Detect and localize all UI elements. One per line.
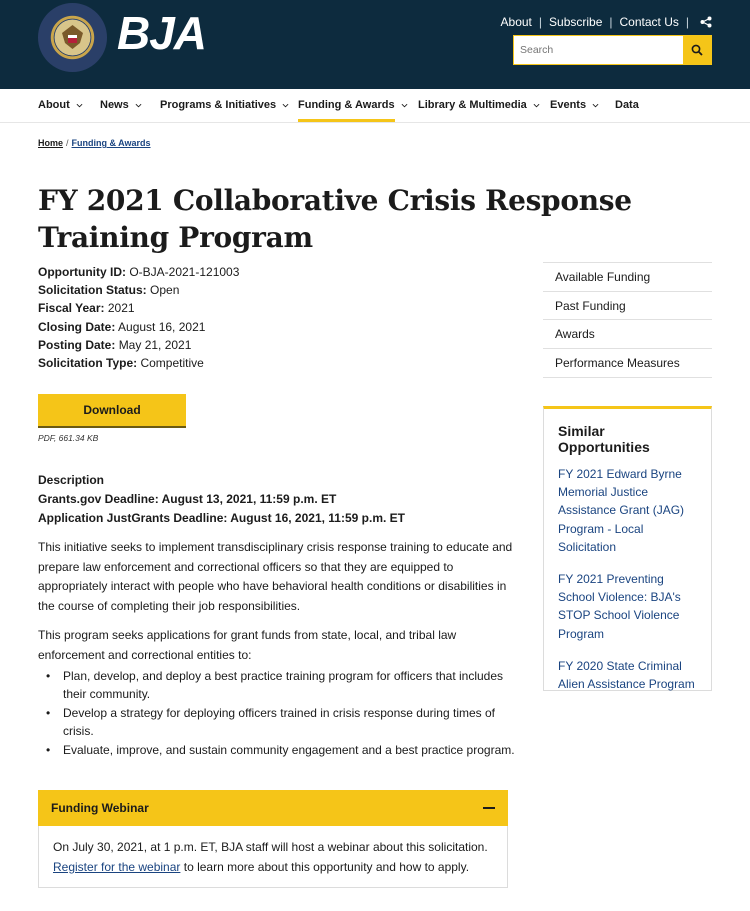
similar-opportunities-box bbox=[543, 406, 712, 691]
meta-row bbox=[38, 281, 239, 299]
meta-row bbox=[38, 299, 239, 317]
chevron-down-icon bbox=[592, 102, 599, 109]
meta-value: 2021 bbox=[107, 301, 135, 316]
webinar-text-after: to learn more about this opportunity and how to apply. bbox=[183, 859, 470, 874]
meta-value: August 16, 2021 bbox=[118, 319, 206, 334]
util-link-about[interactable]: About bbox=[500, 15, 532, 29]
chevron-down-icon bbox=[76, 102, 83, 109]
chevron-down-icon bbox=[135, 102, 142, 109]
separator: | bbox=[538, 15, 543, 29]
breadcrumb bbox=[38, 138, 151, 148]
meta-label: Fiscal Year: bbox=[38, 301, 105, 316]
nav-label: Library & Multimedia bbox=[418, 99, 527, 111]
description-paragraph: This initiative seeks to implement transdisciplinary crisis response training to educate and prepare law enforcement and correctional officers so that they are equipped to appropriately interact with people who have behavioral health conditions or disabilities in the course of completing their job responsibilities. bbox=[38, 540, 513, 613]
description-heading: Description bbox=[38, 473, 105, 487]
meta-row bbox=[38, 336, 239, 354]
chevron-down-icon bbox=[533, 102, 540, 109]
list-item: • Develop a strategy for deploying officers trained in crisis response during times of crisis. bbox=[57, 704, 517, 740]
nav-library[interactable] bbox=[418, 99, 540, 111]
accordion-title: Funding Webinar bbox=[51, 801, 149, 815]
meta-label: Closing Date: bbox=[38, 319, 116, 334]
description-block bbox=[38, 471, 405, 528]
nav-data[interactable] bbox=[615, 99, 639, 111]
meta-value: May 21, 2021 bbox=[118, 337, 192, 352]
search-icon bbox=[691, 44, 703, 56]
chevron-down-icon bbox=[282, 102, 289, 109]
meta-label: Posting Date: bbox=[38, 337, 116, 352]
meta-label: Solicitation Status: bbox=[38, 283, 147, 298]
meta-row bbox=[38, 263, 239, 281]
register-webinar-link[interactable]: Register for the webinar bbox=[53, 859, 181, 874]
meta-value: O-BJA-2021-121003 bbox=[129, 265, 240, 279]
objectives-list bbox=[57, 667, 517, 760]
page-title: FY 2021 Collaborative Crisis Response Training Program bbox=[38, 184, 632, 254]
similar-title: Similar Opportunities bbox=[558, 423, 650, 455]
breadcrumb-funding[interactable]: Funding & Awards bbox=[71, 138, 151, 148]
similar-link-stop-school-violence[interactable]: FY 2021 Preventing School Violence: BJA's STOP School Violence Program bbox=[558, 572, 681, 641]
download-button[interactable]: Download bbox=[38, 394, 186, 428]
doj-seal-logo[interactable] bbox=[38, 3, 107, 72]
list-item: • Plan, develop, and deploy a best practice training program for officers that includes their community. bbox=[57, 667, 517, 703]
nav-news[interactable] bbox=[100, 99, 142, 111]
nav-label: News bbox=[100, 99, 129, 111]
util-link-subscribe[interactable]: Subscribe bbox=[549, 15, 603, 29]
separator: | bbox=[609, 15, 613, 29]
accordion-content bbox=[38, 826, 508, 888]
sidebar-item-past-funding[interactable]: Past Funding bbox=[543, 292, 712, 321]
similar-link-jag[interactable]: FY 2021 Edward Byrne Memorial Justice Assistance Grant (JAG) Program - Local Solicitation bbox=[558, 467, 685, 554]
search-button[interactable] bbox=[683, 36, 711, 64]
justgrants-deadline: Application JustGrants Deadline: August 16, 2021, 11:59 p.m. ET bbox=[38, 511, 405, 525]
bja-logo[interactable]: BJA bbox=[117, 7, 207, 59]
separator: | bbox=[685, 15, 689, 29]
utility-links bbox=[501, 15, 712, 29]
breadcrumb-home[interactable]: Home bbox=[38, 138, 64, 148]
funding-webinar-accordion-toggle[interactable] bbox=[38, 790, 508, 826]
nav-active-indicator bbox=[298, 119, 395, 122]
nav-label: Programs & Initiatives bbox=[160, 99, 277, 111]
nav-label: Funding & Awards bbox=[298, 99, 395, 111]
nav-label: About bbox=[38, 99, 70, 111]
meta-value: Competitive bbox=[140, 356, 204, 371]
share-icon[interactable] bbox=[700, 16, 712, 28]
chevron-down-icon bbox=[401, 102, 408, 109]
nav-events[interactable] bbox=[550, 99, 599, 111]
site-header bbox=[0, 0, 750, 89]
main-nav bbox=[0, 89, 750, 123]
sidebar-item-available-funding[interactable]: Available Funding bbox=[543, 263, 712, 292]
meta-row bbox=[38, 318, 239, 336]
grants-deadline: Grants.gov Deadline: August 13, 2021, 11:59 p.m. ET bbox=[38, 492, 337, 506]
meta-label: Opportunity ID: bbox=[38, 265, 126, 279]
file-info: PDF, 661.34 KB bbox=[38, 433, 99, 443]
similar-link-scaap[interactable]: FY 2020 State Criminal Alien Assistance Program bbox=[558, 658, 695, 692]
nav-funding[interactable] bbox=[298, 99, 408, 111]
search-input[interactable] bbox=[514, 36, 683, 64]
opportunity-meta bbox=[38, 263, 239, 372]
breadcrumb-separator: / bbox=[66, 138, 69, 148]
sidebar-item-awards[interactable]: Awards bbox=[543, 320, 712, 349]
webinar-text: On July 30, 2021, at 1 p.m. ET, BJA staff will host a webinar about this solicitation. bbox=[53, 840, 488, 854]
nav-label: Events bbox=[550, 99, 587, 111]
nav-programs[interactable] bbox=[160, 99, 289, 111]
meta-value: Open bbox=[150, 283, 180, 298]
sidebar-nav bbox=[543, 262, 712, 378]
search-box bbox=[513, 35, 712, 65]
nav-about[interactable] bbox=[38, 99, 83, 111]
list-item: • Evaluate, improve, and sustain community engagement and a best practice program. bbox=[57, 741, 517, 759]
minus-icon bbox=[483, 807, 495, 809]
nav-label: Data bbox=[615, 99, 639, 111]
meta-row bbox=[38, 354, 239, 372]
sidebar-item-performance-measures[interactable]: Performance Measures bbox=[543, 349, 712, 378]
eligibility-paragraph: This program seeks applications for grant funds from state, local, and tribal law enforcement and correctional entities to: bbox=[38, 628, 457, 662]
util-link-contact[interactable]: Contact Us bbox=[619, 15, 679, 29]
meta-label: Solicitation Type: bbox=[38, 356, 138, 371]
